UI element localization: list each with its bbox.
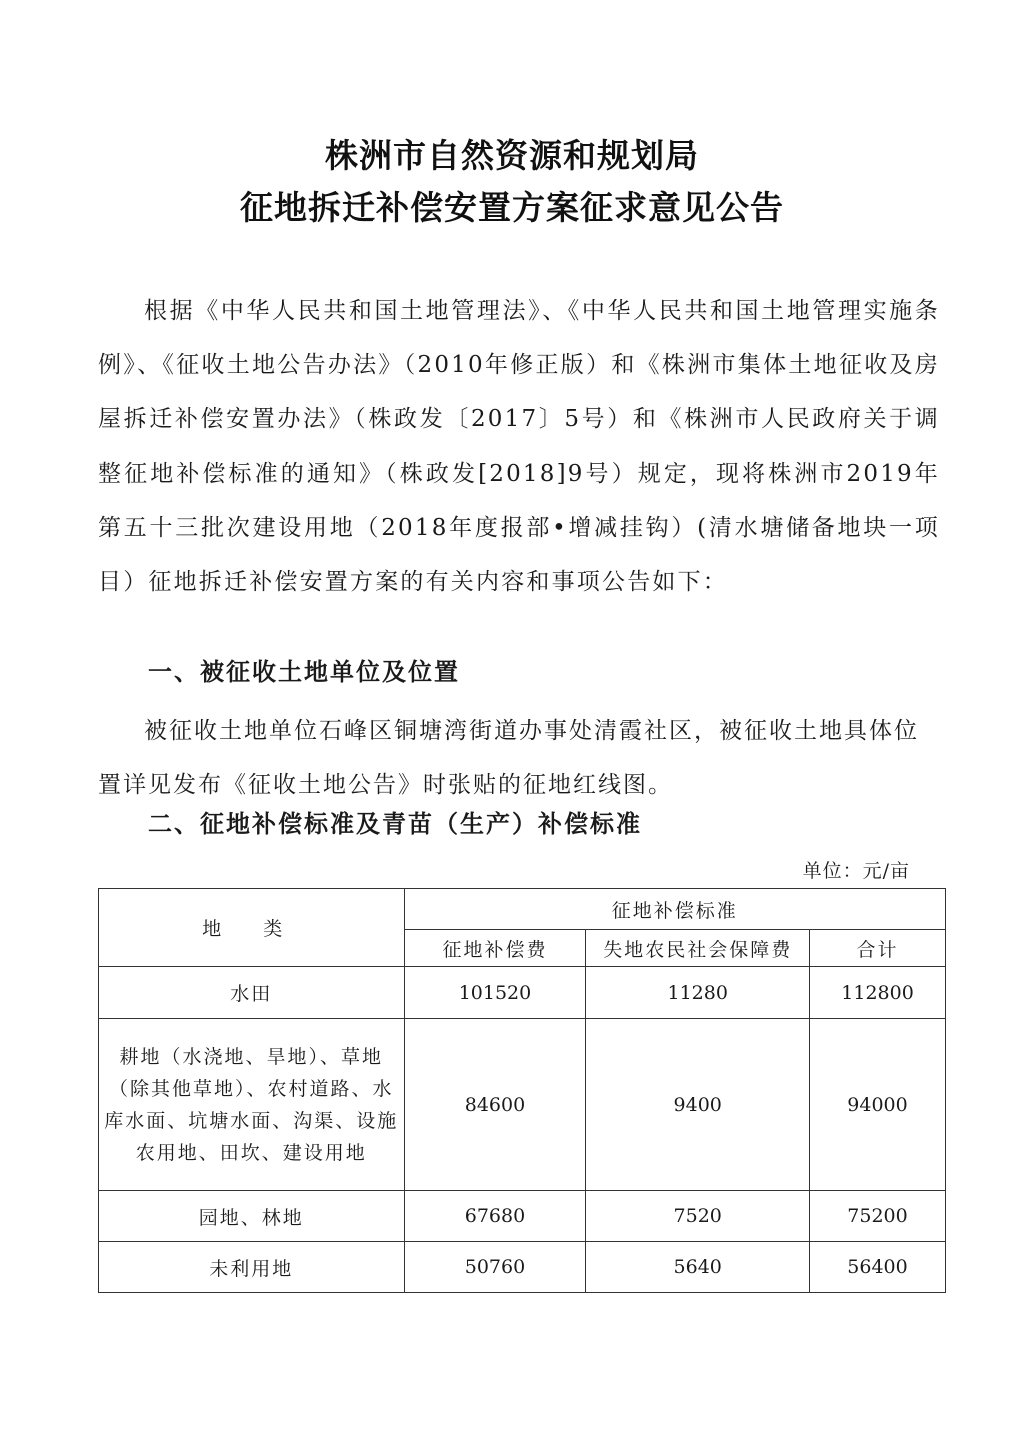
unit-label: 单位：元/亩 [802,860,910,882]
page-title-line2: 征地拆迁补偿安置方案征求意见公告 [240,188,784,227]
header-total: 合计 [810,930,946,967]
row-category: 水田 [99,967,405,1019]
row-total: 94000 [810,1019,946,1191]
section2-heading: 二、征地补偿标准及青苗（生产）补偿标准 [148,810,642,838]
header-compensation-fee: 征地补偿费 [404,930,586,967]
row-security: 9400 [586,1019,810,1191]
section1-heading: 一、被征收土地单位及位置 [148,658,460,686]
section1-paragraph: 被征收土地单位石峰区铜塘湾街道办事处清霞社区，被征收土地具体位置详见发布《征收土地公告》时张贴的征地红线图。 [98,718,919,799]
page-title-line1: 株洲市自然资源和规划局 [325,136,699,175]
row-fee: 50760 [404,1242,586,1293]
row-category: 未利用地 [99,1242,405,1293]
row-category: 园地、林地 [99,1191,405,1242]
table-row [99,1019,946,1191]
row-category: 耕地（水浇地、旱地）、草地（除其他草地）、农村道路、水库水面、坑塘水面、沟渠、设施农用地、田坎、建设用地 [99,1019,405,1191]
row-total: 56400 [810,1242,946,1293]
row-security: 7520 [586,1191,810,1242]
header-social-security-fee: 失地农民社会保障费 [586,930,810,967]
header-compensation-standard: 征地补偿标准 [404,889,945,930]
row-fee: 101520 [404,967,586,1019]
row-security: 11280 [586,967,810,1019]
intro-paragraph: 根据《中华人民共和国土地管理法》、《中华人民共和国土地管理实施条例》、《征收土地公告办法》（2010年修正版）和《株洲市集体土地征收及房屋拆迁补偿安置办法》（株政发〔2017〕5号）和《株洲市人民政府关于调整征地补偿标准的通知》（株政发[2018]9号）规定，现将株洲市2019年第五十三批次建设用地（2018年度报部•增减挂钩）(清水塘储备地块一项目）征地拆迁补偿安置方案的有关内容和事项公告如下： [98,298,940,596]
table-row [99,1242,946,1293]
table-row [99,1191,946,1242]
compensation-table [98,888,946,1293]
row-security: 5640 [586,1242,810,1293]
row-total: 112800 [810,967,946,1019]
row-fee: 67680 [404,1191,586,1242]
row-total: 75200 [810,1191,946,1242]
table-row [99,967,946,1019]
row-fee: 84600 [404,1019,586,1191]
header-land-category: 地 类 [99,889,405,967]
